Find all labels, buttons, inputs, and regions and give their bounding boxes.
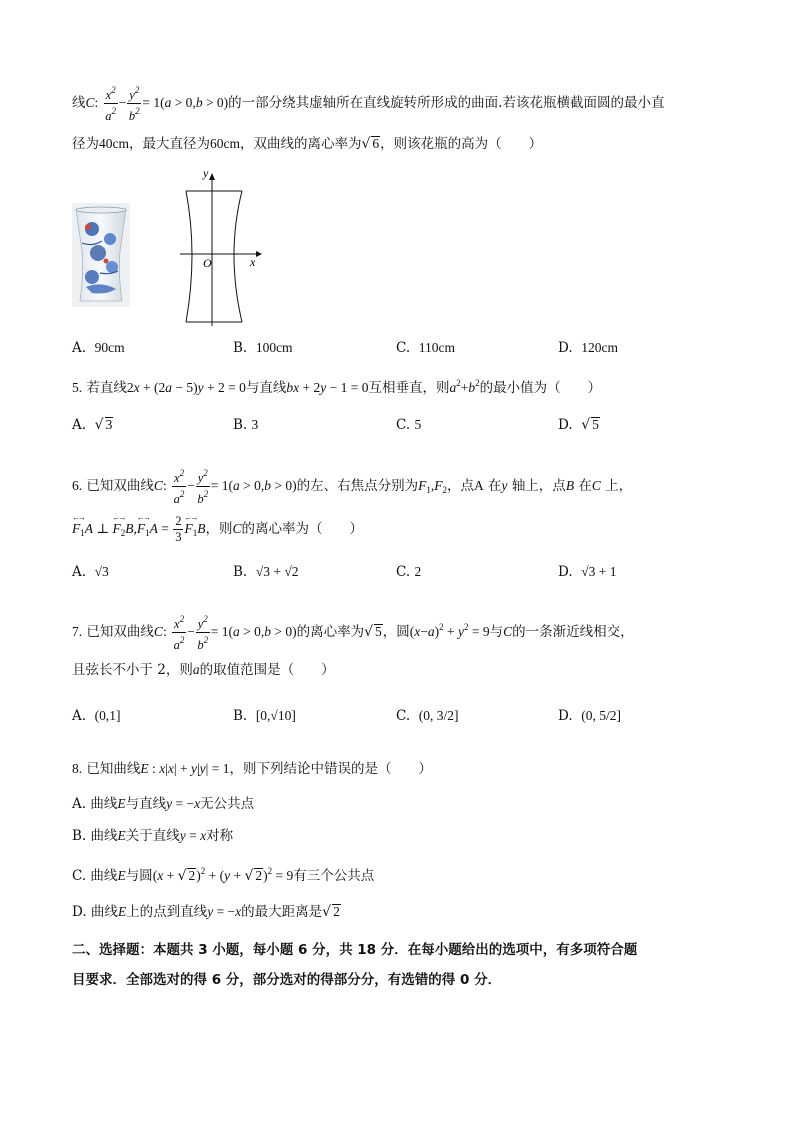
q6-option-a[interactable]: A. √3 [72, 564, 109, 580]
q5-stem: 5. 若直线2x + (2a − 5)y + 2 = 0与直线bx + 2y − 1 = 0互相垂直，则$a^2+b^2$的最小值为（ ） [72, 378, 602, 396]
q4-text: ，则该花瓶的高为（ ） [380, 136, 543, 152]
q5-option-a[interactable]: A. √ 3 [72, 417, 113, 433]
q7-option-c[interactable]: C. (0, 3/2] [396, 708, 459, 724]
q4-max-diameter: 60cm [210, 136, 240, 151]
q5-option-c[interactable]: C. 5 [396, 417, 422, 433]
q7-option-d[interactable]: D. (0, 5/2] [558, 708, 621, 724]
q8-stem: 8. 已知曲线E : x|x| + y|y| = 1，则下列结论中错误的是（ ） [72, 761, 432, 777]
q4-text: 线 [72, 95, 86, 111]
q4-option-a[interactable]: A. 90cm [72, 340, 125, 356]
hyperbola-left-branch [186, 191, 192, 322]
q6-stem-line-1: 6. 已知双曲线C: $\frac{x^2}{a^2}$ − $\frac{y^2}{b^2}$ = 1(a > 0,b > 0)的左、右焦点分别为$F_1,F_2$，点A 在y 轴上，点B 在C 上， [72, 468, 633, 506]
y-axis-arrow [209, 173, 215, 180]
q4-option-c[interactable]: C. 110cm [396, 340, 455, 356]
q7-option-a[interactable]: A. (0,1] [72, 708, 121, 724]
vase-flower [85, 270, 99, 284]
q8-option-a[interactable]: A. 曲线E与直线y = −x无公共点 [72, 796, 255, 812]
q6-option-d[interactable]: D. √3 + 1 [558, 564, 617, 580]
section-2-heading-line-1: 二、选择题：本题共 3 小题，每小题 6 分，共 18 分．在每小题给出的选项中，有多项符合题 [72, 942, 638, 958]
q6-stem-line-2: ←→ $F_1A$ ⊥ ←→ $F_2B,\leftarrow\to F_1A$ = $\frac{2}{3}$ ←→ $F_1B$，则C的离心率为（ ） [72, 514, 363, 545]
vase-red-flower [104, 259, 109, 264]
q5-option-d[interactable]: D. √ 5 [558, 417, 599, 433]
q4-text: ，最大直径为 [129, 136, 210, 152]
q4-option-d[interactable]: D. 120cm [558, 340, 618, 356]
q4-text: ，双曲线的离心率为 [240, 136, 362, 152]
y-label: y [203, 166, 209, 180]
q4-text: 径为 [72, 136, 99, 152]
x-label: x [250, 255, 256, 269]
q4-min-diameter: 40cm [99, 136, 129, 151]
q4-option-b[interactable]: B. 100cm [233, 340, 293, 356]
x-axis-arrow [256, 251, 262, 257]
q7-stem-line-2: 且弦长不小于 2，则a的取值范围是（ ） [72, 662, 335, 678]
origin-label: O [203, 256, 212, 270]
vase-rim [76, 207, 126, 213]
q8-option-d[interactable]: D. 曲线E上的点到直线y = −x的最大距离是√ 2 [72, 904, 340, 920]
q6-option-b[interactable]: B. √3 + √2 [233, 564, 299, 580]
q4-line-1: 线C: $\frac{x^2}{a^2}$ − $\frac{y^2}{b^2}$ = 1(a > 0,b > 0)的一部分绕其虚轴所在直线旋转所形成的曲面.若该花瓶横截面圆的最小直 [72, 85, 665, 123]
vase-flower [104, 233, 116, 245]
q8-option-b[interactable]: B. 曲线E关于直线y = x对称 [72, 828, 234, 844]
q7-stem-line-1: 7. 已知双曲线C: $\frac{x^2}{a^2}$ − $\frac{y^2}{b^2}$ = 1(a > 0,b > 0)的离心率为√ 5，圆$(x-a)^2 + y^2 = 9$与C的一条渐近线相交， [72, 614, 634, 652]
vase-flower [90, 245, 106, 261]
hyperbola-figure [176, 164, 266, 330]
q7-option-b[interactable]: B. [0,√10] [233, 708, 296, 724]
q4-eccentricity: 6 [372, 136, 380, 151]
q8-option-c[interactable]: C. 曲线E与圆(x + √ 2)$^2$ + (y + √ 2)$^2$ = 9有三个公共点 [72, 866, 375, 884]
section-2-heading-line-2: 目要求．全部选对的得 6 分，部分选对的得部分分，有选错的得 0 分． [72, 972, 502, 988]
q6-option-c[interactable]: C. 2 [396, 564, 422, 580]
vase-red-flower [85, 224, 91, 230]
q5-option-b[interactable]: B. 3 [233, 417, 259, 433]
q4-text: 的一部分绕其虚轴所在直线旋转所形成的曲面.若该花瓶横截面圆的最小直 [228, 95, 665, 111]
vase-photo [72, 203, 130, 307]
hyperbola-right-branch [234, 191, 242, 322]
q4-line-2: 径为40cm，最大直径为60cm，双曲线的离心率为√ 6，则该花瓶的高为（ ） [72, 136, 543, 152]
